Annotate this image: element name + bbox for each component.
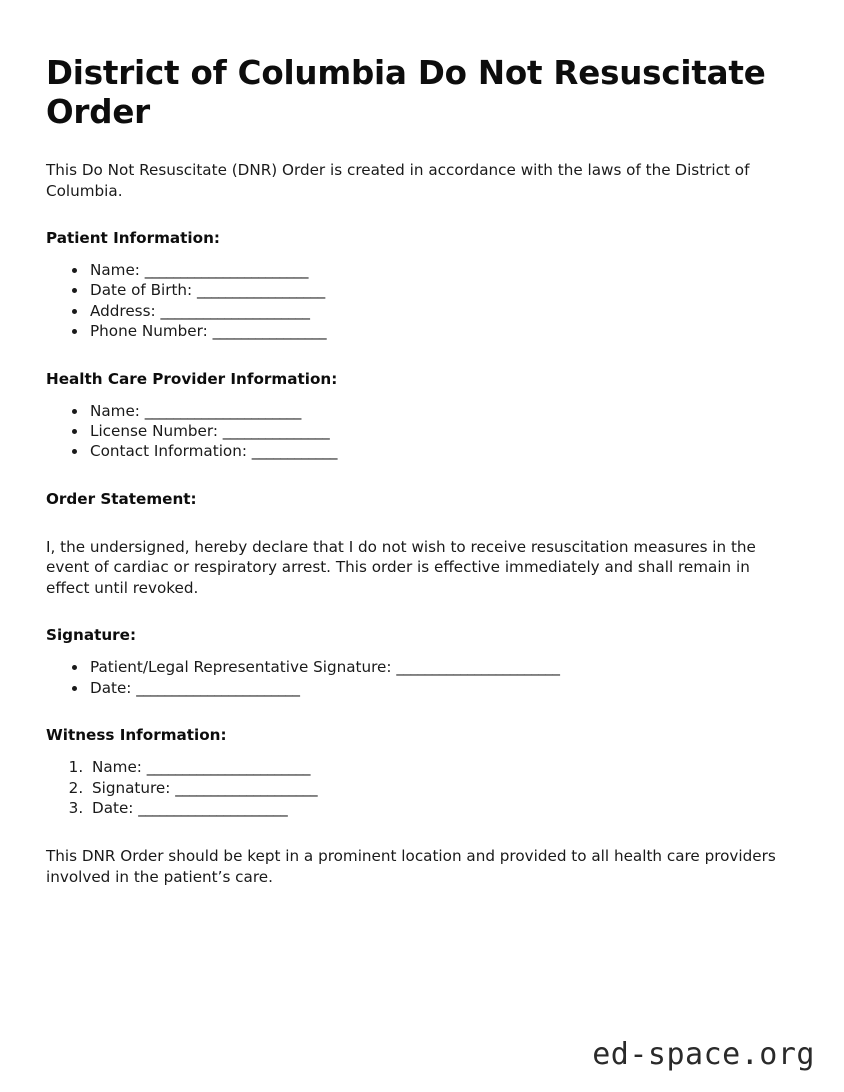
field-blank[interactable]: _______________________ — [146, 758, 310, 777]
field-blank[interactable]: _______________________ — [396, 658, 560, 677]
field-blank[interactable]: ______________________ — [144, 401, 301, 420]
list-item — [88, 441, 791, 461]
intro-paragraph: This Do Not Resuscitate (DNR) Order is created in accordance with the laws of the District of Columbia. — [46, 161, 750, 200]
list-item — [88, 421, 791, 441]
footer-watermark: ed-space.org — [592, 1037, 815, 1072]
list-item — [88, 401, 791, 421]
list-item — [88, 280, 791, 300]
list-item — [88, 678, 791, 698]
field-blank[interactable]: _______________________ — [144, 261, 308, 279]
field-blank[interactable]: ____________ — [251, 442, 337, 461]
section-heading-health-care-provider-information: Health Care Provider Information: — [46, 369, 338, 388]
list-item — [88, 657, 791, 677]
field-label: Name: — [90, 401, 145, 420]
patient-information-field-list — [46, 260, 791, 342]
field-blank[interactable]: _______________________ — [136, 678, 300, 697]
field-blank[interactable]: _____________________ — [138, 798, 288, 817]
field-label: Date: — [90, 678, 137, 697]
field-blank[interactable]: ________________ — [212, 322, 327, 341]
list-item — [88, 321, 791, 341]
page-title: District of Columbia Do Not Resuscitate Order — [46, 54, 766, 131]
field-label: License Number: — [90, 422, 223, 441]
field-blank[interactable]: ____________________ — [175, 778, 318, 797]
section-heading-patient-information: Patient Information: — [46, 229, 220, 247]
witness-information-field-list — [46, 757, 791, 818]
field-label: Signature: — [92, 778, 176, 797]
field-label: Date: — [92, 798, 139, 817]
list-item — [88, 778, 791, 798]
section-heading-witness-information: Witness Information: — [46, 726, 227, 745]
closing-paragraph: This DNR Order should be kept in a prominent location and provided to all health care providers involved in the patient’s care. — [46, 847, 776, 886]
list-item — [88, 301, 791, 321]
field-label: Phone Number: — [90, 322, 213, 341]
field-label: Name: — [90, 261, 145, 279]
order-statement-paragraph: I, the undersigned, hereby declare that I do not wish to receive resuscitation measures in the event of cardiac or respiratory arrest. This order is effective immediately and shall remain in effect until revoked. — [46, 537, 756, 597]
list-item — [88, 260, 791, 280]
section-heading-signature: Signature: — [46, 626, 137, 645]
health-care-provider-field-list — [46, 401, 791, 462]
field-label: Date of Birth: — [90, 281, 198, 300]
field-label: Address: — [90, 301, 161, 320]
field-label: Patient/Legal Representative Signature: — [90, 658, 397, 677]
field-label: Contact Information: — [90, 442, 252, 461]
section-heading-order-statement: Order Statement: — [46, 489, 197, 508]
signature-field-list — [46, 657, 791, 698]
list-item — [88, 757, 791, 777]
field-blank[interactable]: _____________________ — [160, 301, 310, 320]
list-item — [88, 798, 791, 818]
field-label: Name: — [92, 758, 147, 777]
field-blank[interactable]: _______________ — [222, 422, 330, 441]
field-blank[interactable]: __________________ — [197, 281, 325, 300]
